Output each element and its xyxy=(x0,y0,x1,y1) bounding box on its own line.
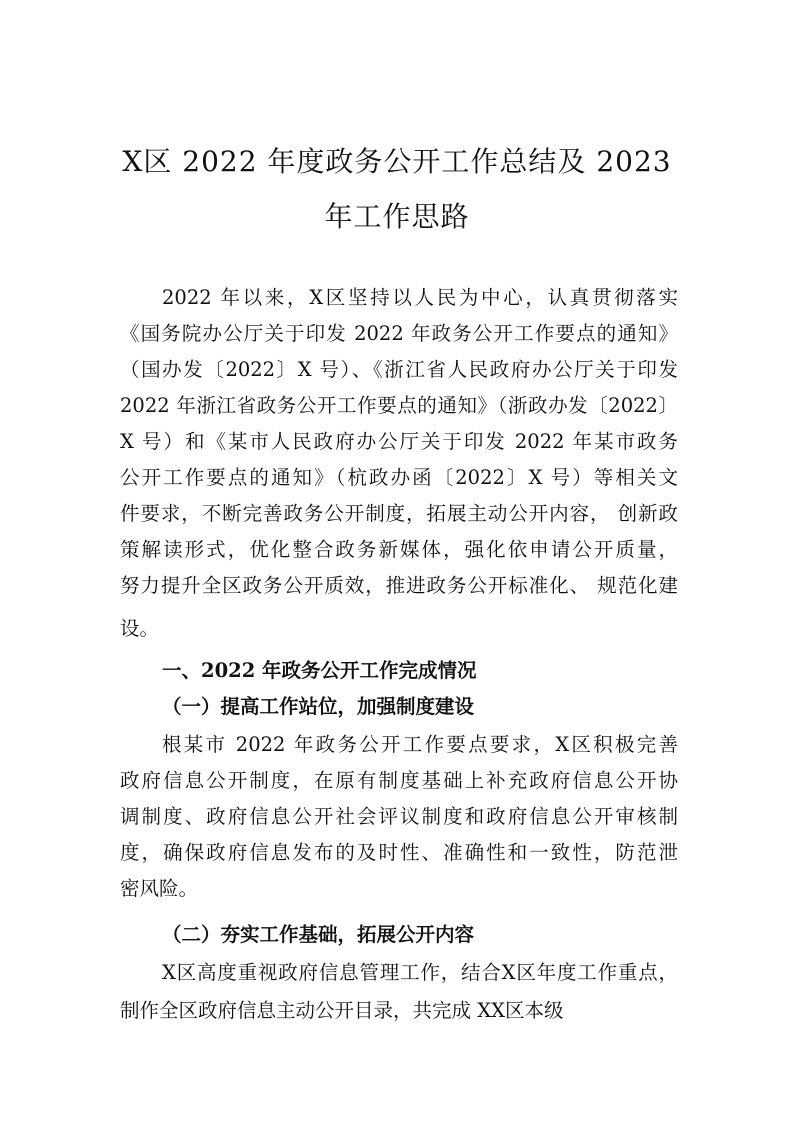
para1-line: 密风险。 xyxy=(120,877,199,900)
doc-title-line-1: X区 2022 年度政务公开工作总结及 2023 xyxy=(122,145,672,178)
para2-line: 制作全区政府信息主动公开目录，共完成 XX区本级 xyxy=(120,999,564,1022)
para1-line: 度，确保政府信息发布的及时性、准确性和一致性，防范泄 xyxy=(120,841,678,864)
intro-line: 设。 xyxy=(120,617,160,640)
intro-line: 2022 年以来，X区坚持以人民为中心，认真贯彻落实 xyxy=(162,286,678,309)
intro-line: 《国务院办公厅关于印发 2022 年政务公开工作要点的通知》 xyxy=(120,322,678,345)
subsection-heading-1: （一）提高工作站位，加强制度建设 xyxy=(162,695,475,718)
para1-line: 根某市 2022 年政务公开工作要点要求，X区积极完善 xyxy=(162,733,678,756)
intro-line: 公开工作要点的通知》（杭政办函〔2022〕X 号）等相关文 xyxy=(120,466,678,489)
doc-title-line-2: 年工作思路 xyxy=(324,200,470,233)
para1-line: 调制度、政府信息公开社会评议制度和政府信息公开审核制 xyxy=(120,805,678,828)
intro-line: 2022 年浙江省政务公开工作要点的通知》（浙政办发〔2022〕 xyxy=(120,394,678,417)
section-heading-1: 一、2022 年政务公开工作完成情况 xyxy=(162,659,477,682)
intro-line: 努力提升全区政务公开质效，推进政务公开标准化、 规范化建 xyxy=(120,574,678,597)
para2-line: X区高度重视政府信息管理工作，结合X区年度工作重点， xyxy=(162,961,678,984)
intro-line: X 号）和《某市人民政府办公厅关于印发 2022 年某市政务 xyxy=(120,430,678,453)
para1-line: 政府信息公开制度，在原有制度基础上补充政府信息公开协 xyxy=(120,769,678,792)
subsection-heading-2: （二）夯实工作基础，拓展公开内容 xyxy=(162,923,475,946)
intro-line: （国办发〔2022〕X 号）、《浙江省人民政府办公厅关于印发 xyxy=(120,358,678,381)
intro-line: 策解读形式，优化整合政务新媒体，强化依申请公开质量， xyxy=(120,538,678,561)
intro-line: 件要求，不断完善政务公开制度，拓展主动公开内容， 创新政 xyxy=(120,502,678,525)
